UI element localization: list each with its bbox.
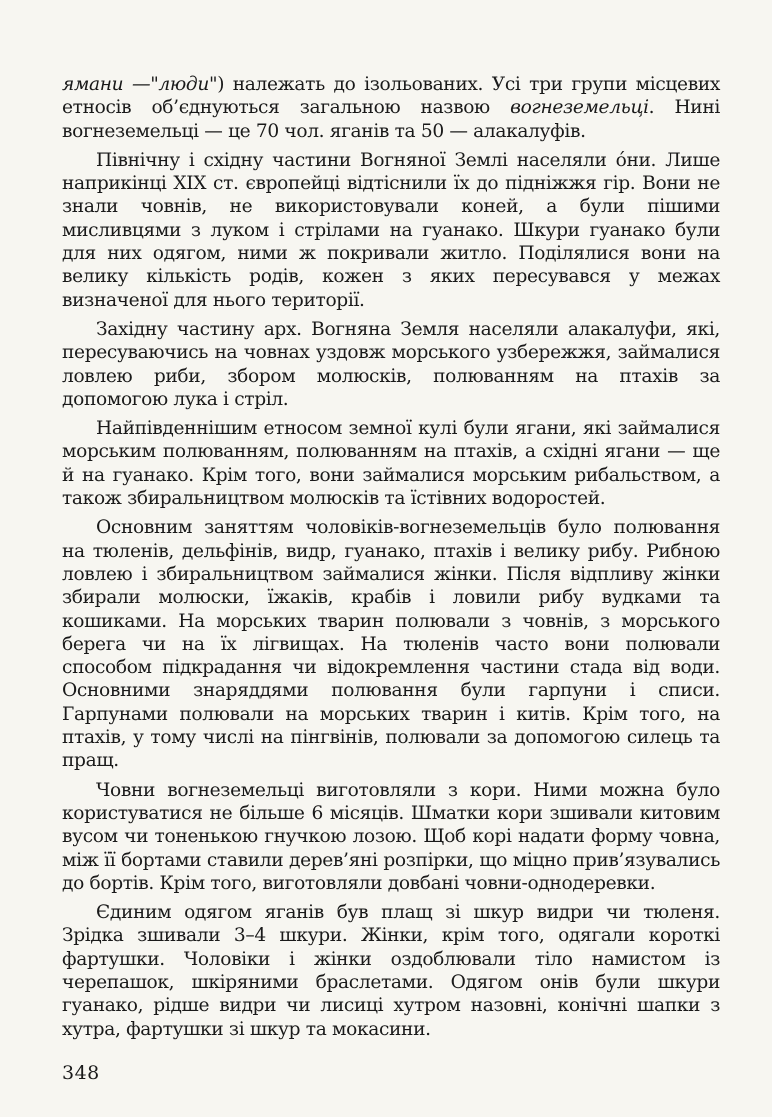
body-text: [62, 73, 720, 1047]
page-number: 348: [62, 1062, 100, 1084]
text-run: ) належать до ізольованих. Усі три групи місцевих етносів об’єднуються загальною назвою: [62, 74, 720, 119]
italic-term: вогнеземельці: [510, 97, 649, 119]
text-run: . Нині вогнеземельці — це 70 чол. яганів та 50 — алакалуфів.: [62, 97, 720, 142]
italic-term: ямани —"люди": [62, 74, 218, 95]
paragraph-1: [62, 73, 720, 143]
paragraph-6: Човни вогнеземельці виготовляли з кори. Ними можна було користуватися не більше 6 місяців. Шматки кори зшивали китовим вусом чи тоненькою гнучкою лозою. Щоб корі надати форму човна, між її бортами ставили дерев’яні розпірки, що міцно прив’язувались до бортів. Крім того, виготовляли довбані човни-однодеревки.: [62, 779, 720, 894]
paragraph-7: Єдиним одягом яганів був плащ зі шкур видри чи тюленя. Зрідка зшивали 3–4 шкури. Жінки, крім того, одягали короткі фартушки. Чоловіки і жінки оздоблювали тіло намистом із черепашок, шкіряними браслетами. Одягом онів були шкури гуанако, рідше видри чи лисиці хутром назовні, конічні шапки з хутра, фартушки зі шкур та мокасини.: [62, 902, 720, 1040]
paragraph-4: Найпівденнішим етносом земної кулі були ягани, які займалися морським полюванням, полюванням на птахів, а східні ягани — ще й на гуанако. Крім того, вони займалися морським рибальством, а також збиральництвом молюсків та їстівних водоростей.: [62, 418, 720, 510]
paragraph-3: Західну частину арх. Вогняна Земля населяли алакалуфи, які, пересуваючись на човнах уздовж морського узбережжя, займалися ловлею риби, збором молюсків, полюванням на птахів за допомогою лука і стріл.: [62, 318, 720, 410]
paragraph-5: Основним заняттям чоловіків-вогнеземельців було полювання на тюленів, дельфінів, видр, гуанако, птахів і велику рибу. Рибною ловлею і збиральництвом займалися жінки. Після відпливу жінки збирали молюски, їжаків, крабів і ловили рибу вудками та кошиками. На морських тварин полювали з човнів, з морського берега чи на їх лігвищах. На тюленів часто вони полювали способом підкрадання чи відокремлення частини стада від води. Основними знаряддями полювання були гарпуни і списи. Гарпунами полювали на морських тварин і китів. Крім того, на птахів, у тому числі на пінгвінів, полювали за допомогою силець та пращ.: [62, 517, 720, 772]
paragraph-2: Північну і східну частини Вогняної Землі населяли óни. Лише наприкінці XIX ст. європейці відтіснили їх до підніжжя гір. Вони не знали човнів, не використовували коней, а були пішими мисливцями з луком і стрілами на гуанако. Шкури гуанако були для них одягом, ними ж покривали житло. Поділялися вони на велику кількість родів, кожен з яких пересувався у межах визначеної для нього території.: [62, 149, 720, 311]
